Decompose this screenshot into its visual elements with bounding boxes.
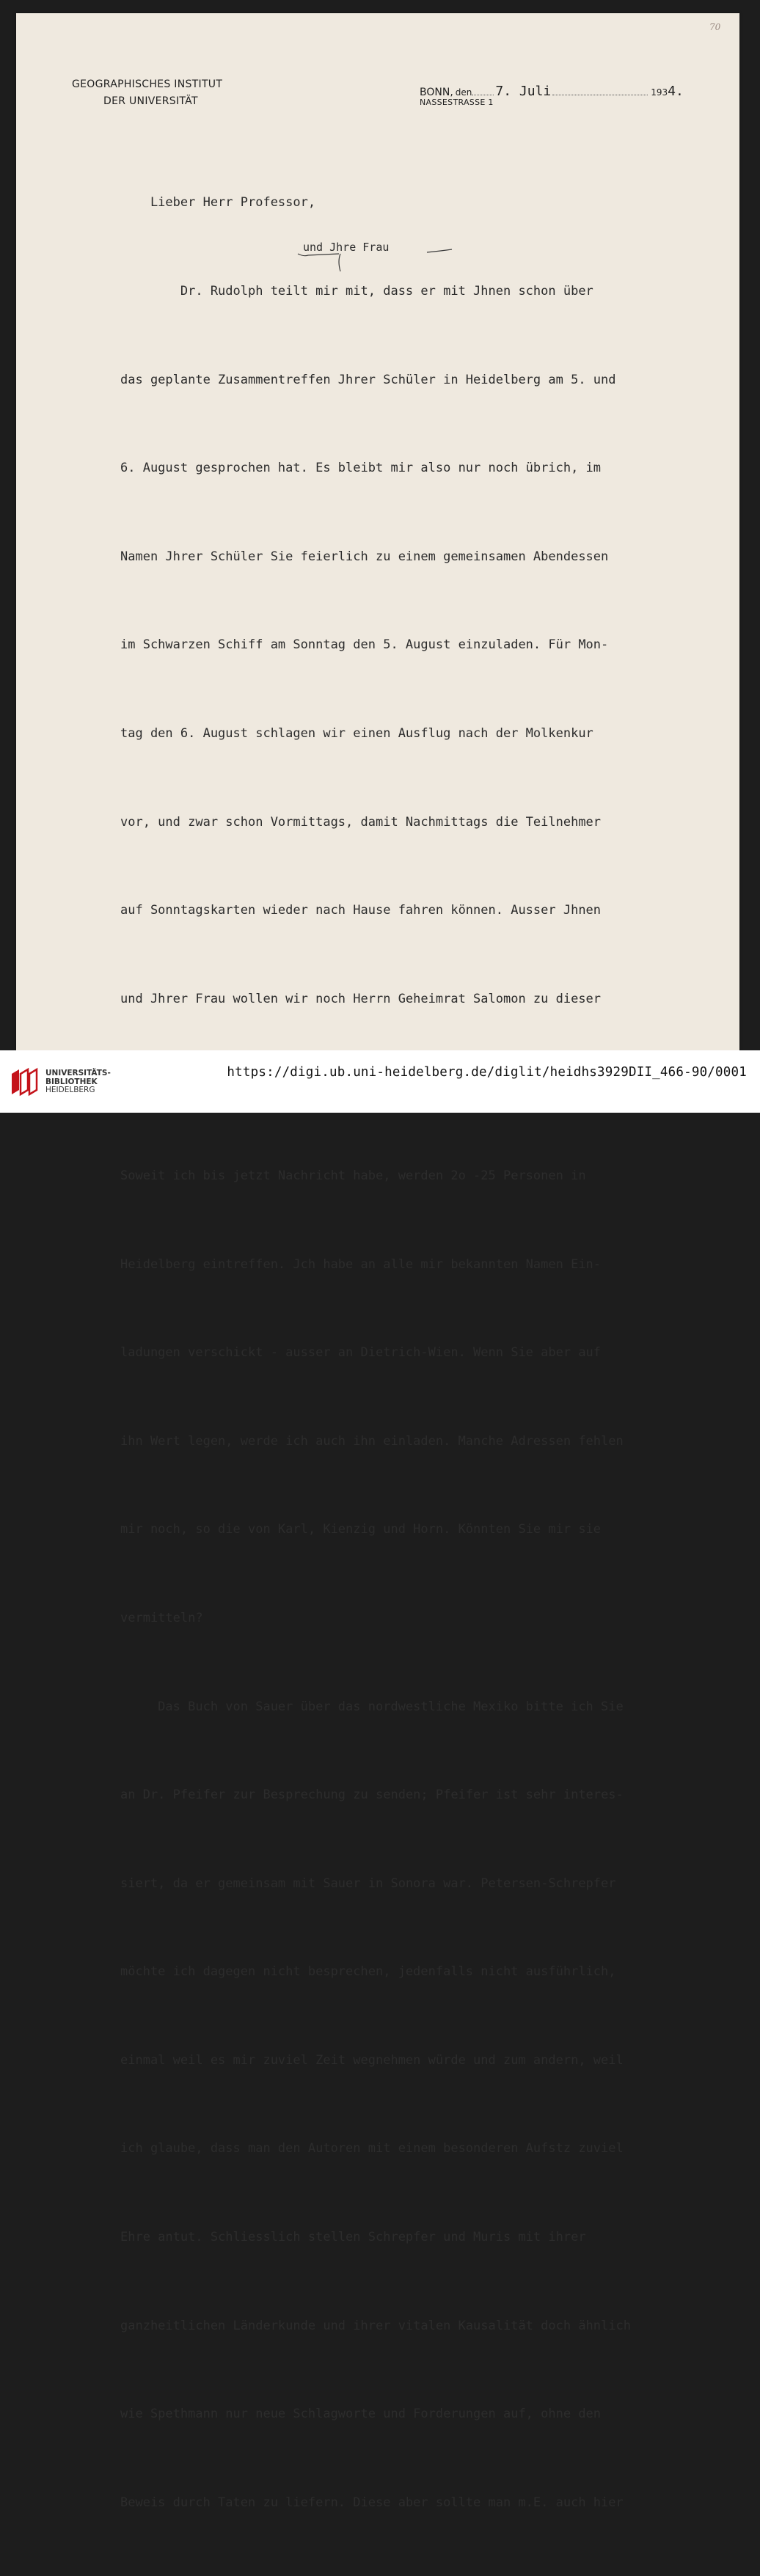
letter-line: Namen Jhrer Schüler Sie feierlich zu einem gemeinsamen Abendessen bbox=[120, 549, 609, 564]
letter-line: auf Sonntagskarten wieder nach Hause fahren können. Ausser Jhnen bbox=[120, 903, 602, 918]
library-name bbox=[45, 1069, 111, 1095]
letter-line: Ehre antut. Schliesslich stellen Schrepfer und Muris mit ihrer bbox=[120, 2230, 586, 2245]
archive-number: 70 bbox=[709, 22, 721, 32]
library-name-line-2: BIBLIOTHEK bbox=[45, 1077, 98, 1086]
date-dotted-line-2 bbox=[552, 94, 648, 95]
letter-line: ladungen verschickt - ausser an Dietrich-Wien. Wenn Sie aber auf bbox=[120, 1345, 602, 1361]
den-label: den bbox=[455, 87, 472, 98]
letter-line: ich glaube, dass man den Autoren mit einem besonderen Aufstz zuviel bbox=[120, 2141, 624, 2156]
institute-line-2: DER UNIVERSITÄT bbox=[103, 95, 198, 107]
letter-line: mir noch, so die von Karl, Kienzig und Horn. Könnten Sie mir sie bbox=[120, 1522, 602, 1537]
street-address: NASSESTRASSE 1 bbox=[420, 98, 494, 107]
year-suffix: 4. bbox=[668, 84, 684, 99]
letter-line: vermitteln? bbox=[120, 1610, 203, 1625]
letter-line: ihn Wert legen, werde ich auch ihn einladen. Manche Adressen fehlen bbox=[120, 1433, 624, 1449]
letter-line: Heidelberg eintreffen. Jch habe an alle mir bekannten Namen Ein- bbox=[120, 1256, 602, 1272]
letter-line: Beweis durch Taten zu liefern. Diese aber sollte man m.E. auch hier bbox=[120, 2495, 624, 2510]
letter-line: einmal weil es mir zuviel Zeit wegnehmen würde und zum andern, weil bbox=[120, 2052, 624, 2068]
institute-letterhead bbox=[72, 76, 222, 110]
institute-line-1: GEOGRAPHISCHES INSTITUT bbox=[72, 78, 223, 90]
letter-line: und Jhrer Frau wollen wir noch Herrn Geheimrat Salomon zu dieser bbox=[120, 991, 602, 1006]
letter-line: Soweit ich bis jetzt Nachricht habe, werden 2o -25 Personen in bbox=[120, 1168, 586, 1183]
year-prefix: 193 bbox=[651, 87, 668, 98]
city: BONN, bbox=[420, 87, 453, 98]
letter-body bbox=[120, 129, 735, 2576]
letter-line: vor, und zwar schon Vormittags, damit Nachmittags die Teilnehmer bbox=[120, 814, 602, 830]
letter-line: möchte ich dagegen nicht besprechen, jedenfalls nicht ausführlich, bbox=[120, 1964, 616, 1980]
library-name-line-1: UNIVERSITÄTS- bbox=[45, 1069, 111, 1077]
letter-line: an Dr. Pfeifer zur Besprechung zu senden; Pfeifer ist sehr interes- bbox=[120, 1788, 624, 1803]
date-dotted-line bbox=[472, 94, 494, 95]
permalink-url[interactable]: https://digi.ub.uni-heidelberg.de/diglit/heidhs3929DII_466-90/0001 bbox=[227, 1065, 747, 1080]
library-name-line-3: HEIDELBERG bbox=[45, 1086, 95, 1094]
letter-line: siert, da er gemeinsam mit Sauer in Sonora war. Petersen-Schrepfer bbox=[120, 1876, 616, 1891]
letter-line: Das Buch von Sauer über das nordwestliche Mexiko bitte ich Sie bbox=[120, 1699, 624, 1714]
letter-line: im Schwarzen Schiff am Sonntag den 5. August einzuladen. Für Mon- bbox=[120, 637, 609, 653]
footer-bar bbox=[0, 1050, 760, 1113]
letter-line: tag den 6. August schlagen wir einen Ausflug nach der Molkenkur bbox=[120, 725, 593, 741]
letter-line: ganzheitlichen Länderkunde und ihrer vitalen Kausalität doch ähnlich bbox=[120, 2318, 631, 2333]
handwritten-insertion: und Jhre Frau bbox=[303, 241, 390, 254]
library-logo-icon bbox=[9, 1066, 40, 1099]
letter-line: Dr. Rudolph teilt mir mit, dass er mit Jhnen schon über bbox=[120, 284, 593, 299]
letter-line: Lieber Herr Professor, bbox=[120, 195, 316, 211]
dateline bbox=[420, 84, 728, 107]
letter-line: das geplante Zusammentreffen Jhrer Schüler in Heidelberg am 5. und bbox=[120, 372, 616, 387]
letter-line: wie Spethmann nur neue Schlagworte und Forderungen auf, ohne den bbox=[120, 2407, 602, 2422]
letter-line: 6. August gesprochen hat. Es bleibt mir also nur noch übrich, im bbox=[120, 461, 602, 476]
letter-date: 7. Juli bbox=[495, 84, 552, 99]
